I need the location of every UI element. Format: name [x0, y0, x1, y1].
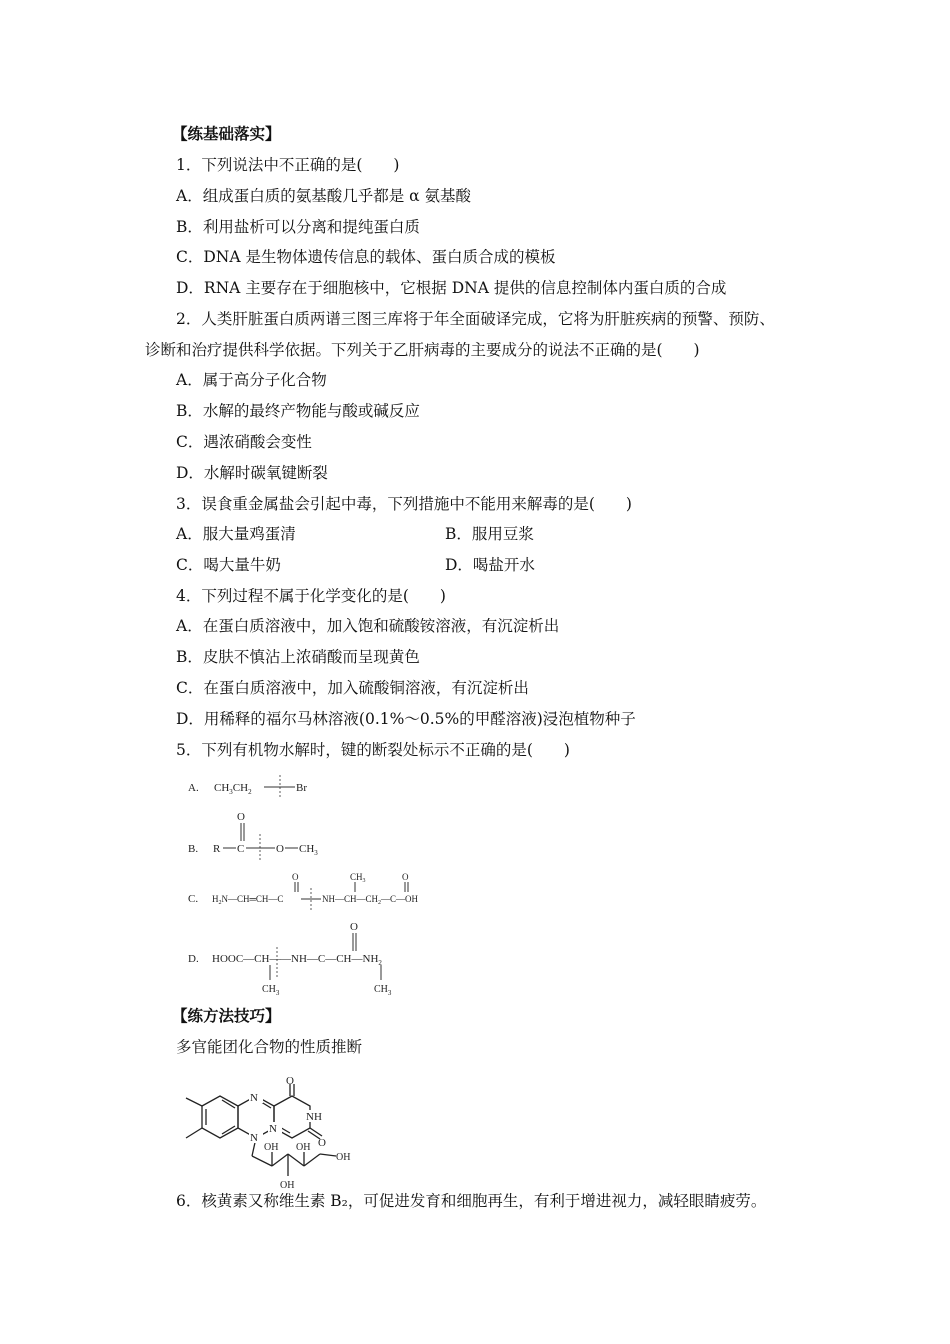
q6-stem: 6．核黄素又称维生素 B₂，可促进发育和细胞再生，有利于增进视力，减轻眼睛疲劳。 [176, 1192, 767, 1210]
atom-o: O [276, 843, 284, 855]
section-heading-method: 【练方法技巧】 [172, 1006, 281, 1025]
q3-option-d: D．喝盐开水 [445, 556, 535, 574]
chain-4 [288, 1154, 304, 1166]
q3-option-a: A．服大量鸡蛋清 [176, 525, 296, 543]
q2-option-a: A．属于高分子化合物 [176, 371, 327, 389]
riboflavin-drawing [172, 1076, 372, 1194]
group-oh-4: OH [336, 1152, 351, 1163]
group-ch3-right: $CH_3$ [374, 984, 392, 997]
ring-benzene [202, 1096, 238, 1138]
q4-option-b: B．皮肤不慎沾上浓硝酸而呈现黄色 [176, 648, 420, 666]
section-heading-basic: 【练基础落实】 [172, 124, 281, 143]
carbonyl-2-a [310, 1128, 322, 1136]
q1-option-b: B．利用盐析可以分离和提纯蛋白质 [176, 218, 420, 236]
chain-2 [252, 1156, 272, 1166]
group-ch3-left: $CH_3$ [262, 984, 280, 997]
q4-option-d: D．用稀释的福尔马林溶液(0.1%～0.5%的甲醛溶液)浸泡植物种子 [176, 710, 636, 728]
section-subheading: 多官能团化合物的性质推断 [176, 1038, 363, 1056]
q1-option-a: A．组成蛋白质的氨基酸几乎都是 α 氨基酸 [176, 187, 472, 205]
atom-o-carbonyl: O [237, 811, 245, 823]
methyl-1 [186, 1098, 202, 1106]
atom-r: R [213, 843, 221, 855]
q5-structure-c [188, 870, 448, 910]
structure-d-chain-2: $—NH—C—CH—NH_2$ [280, 953, 382, 967]
q2-option-c: C．遇浓硝酸会变性 [176, 433, 312, 451]
atom-o: O [350, 921, 358, 933]
structure-a-formula: $CH_3CH_2$ [214, 782, 252, 796]
q3-option-b: B．服用豆浆 [445, 525, 534, 543]
group-oh-1: OH [264, 1142, 279, 1153]
q5-structure-a [188, 775, 348, 801]
riboflavin-structure [172, 1076, 372, 1194]
structure-b-drawing [188, 808, 348, 860]
group-oh-2: OH [280, 1180, 295, 1191]
q5-structure-d [188, 918, 448, 998]
atom-n3: N [269, 1123, 277, 1135]
structure-a-drawing [188, 775, 348, 801]
atom-n2: N [250, 1132, 258, 1144]
atom-o-2: O [402, 872, 409, 882]
structure-d-drawing [188, 918, 448, 998]
q3-option-c: C．喝大量牛奶 [176, 556, 281, 574]
q4-option-c: C．在蛋白质溶液中，加入硫酸铜溶液，有沉淀析出 [176, 679, 529, 697]
atom-n1: N [250, 1092, 258, 1104]
q1-option-c: C．DNA 是生物体遗传信息的载体、蛋白质合成的模板 [176, 248, 556, 266]
atom-o2: O [318, 1137, 326, 1149]
q3-stem: 3．误食重金属盐会引起中毒，下列措施中不能用来解毒的是( ) [176, 495, 632, 513]
q1-option-d: D．RNA 主要存在于细胞核中，它根据 DNA 提供的信息控制体内蛋白质的合成 [176, 279, 727, 297]
chain-5 [304, 1154, 320, 1166]
structure-c-chain: $H_2N—CH═CH—C$ [212, 894, 284, 906]
chain-6 [320, 1154, 336, 1156]
q2-option-b: B．水解的最终产物能与酸或碱反应 [176, 402, 420, 420]
atom-o1: O [286, 1076, 294, 1087]
atom-nh: NH [306, 1111, 322, 1123]
structure-a-br: Br [296, 782, 307, 794]
q5-stem: 5．下列有机物水解时，键的断裂处标示不正确的是( ) [176, 741, 570, 759]
q5-structure-b [188, 808, 348, 860]
option-d-label: D. [188, 953, 199, 965]
structure-c-drawing [188, 870, 448, 910]
methyl-2 [186, 1128, 202, 1138]
q2-stem-line2: 诊断和治疗提供科学依据。下列关于乙肝病毒的主要成分的说法不正确的是( ) [145, 341, 700, 359]
q2-option-d: D．水解时碳氧键断裂 [176, 464, 328, 482]
option-b-label: B. [188, 843, 199, 855]
option-a-label: A. [188, 782, 199, 794]
structure-c-chain-2: $NH—CH—CH_2—C—OH$ [322, 894, 419, 906]
q4-option-a: A．在蛋白质溶液中，加入饱和硫酸铵溶液，有沉淀析出 [176, 617, 560, 635]
chain-3 [272, 1154, 288, 1166]
q4-stem: 4．下列过程不属于化学变化的是( ) [176, 587, 446, 605]
atom-c: C [237, 843, 245, 855]
option-c-label: C. [188, 893, 199, 905]
group-ch3: $CH_3$ [350, 872, 366, 884]
q1-stem: 1．下列说法中不正确的是( ) [176, 156, 400, 174]
group-ch3: $CH_3$ [299, 843, 318, 857]
structure-d-chain: HOOC—CH— [212, 953, 281, 965]
group-oh-3: OH [296, 1142, 311, 1153]
q2-stem-line1: 2．人类肝脏蛋白质两谱三图三库将于年全面破译完成，它将为肝脏疾病的预警、预防、 [176, 310, 775, 328]
atom-o-1: O [292, 872, 299, 882]
